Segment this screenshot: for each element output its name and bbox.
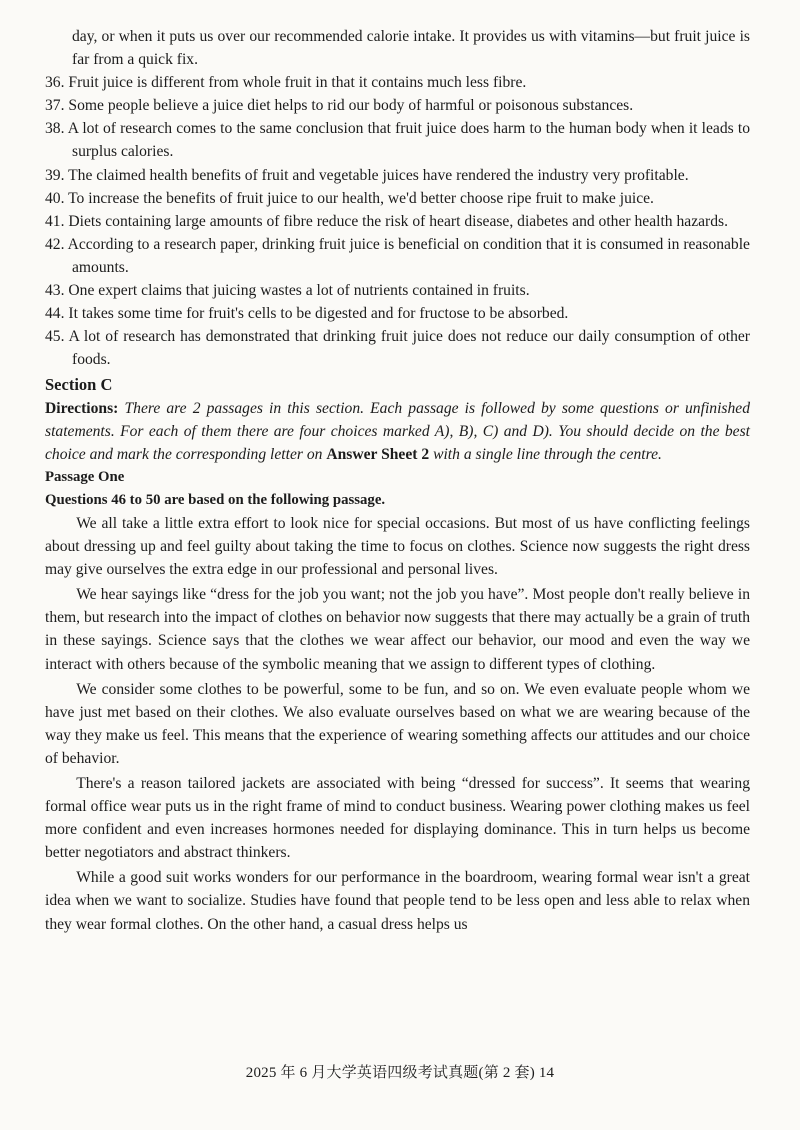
passage-paragraph: We consider some clothes to be powerful, some to be fun, and so on. We even evaluate people whom we have just met based on their clothes. We also evaluate ourselves based on what we are wearing because of the way they make us feel. This means that the experience of wearing something affects our attitudes and our choice of behavior.	[45, 680, 750, 767]
statement-number: 36.	[45, 74, 65, 92]
directions-lead: Directions:	[45, 399, 119, 417]
statement-text: Diets containing large amounts of fibre reduce the risk of heart disease, diabetes and other health hazards.	[68, 212, 729, 230]
passage-label: Passage One	[45, 468, 125, 485]
statement-number: 37.	[45, 97, 65, 115]
statement-item	[45, 164, 750, 187]
passage-paragraph: While a good suit works wonders for our performance in the boardroom, wearing formal wear isn't a great idea when we want to socialize. Studies have found that people tend to be less open and less able to relax when they wear formal clothes. On the other hand, a casual dress helps us	[45, 869, 750, 933]
statement-text: According to a research paper, drinking fruit juice is beneficial on condition that it is consumed in reasonable amounts.	[67, 235, 750, 276]
answer-sheet-reference: Answer Sheet 2	[326, 445, 430, 463]
statement-text: A lot of research comes to the same conclusion that fruit juice does harm to the human body when it leads to surplus calories.	[67, 120, 750, 161]
statement-text: The claimed health benefits of fruit and vegetable juices have rendered the industry very profitable.	[68, 166, 689, 184]
statement-item	[45, 233, 750, 279]
statement-number: 39.	[45, 166, 65, 184]
section-heading: Section C	[45, 375, 113, 395]
directions-text: There are 2 passages in this section. Each passage is followed by some questions or unfinished statements. For each of them there are four choices marked A), B), C) and D). You should decide on the best choice and mark the corresponding letter on	[45, 399, 750, 463]
statement-number: 38.	[45, 120, 65, 138]
statement-item	[45, 302, 750, 325]
statement-text: To increase the benefits of fruit juice to our health, we'd better choose ripe fruit to make juice.	[68, 189, 654, 207]
statement-text: A lot of research has demonstrated that drinking fruit juice does not reduce our daily consumption of other foods.	[68, 328, 750, 369]
statement-number: 41.	[45, 212, 65, 230]
statement-number: 45.	[45, 328, 65, 346]
statement-item	[45, 94, 750, 117]
passage-body	[45, 512, 750, 936]
statement-number: 42.	[45, 235, 65, 253]
statement-item	[45, 71, 750, 94]
page-footer: 2025 年 6 月大学英语四级考试真题(第 2 套) 14	[245, 1065, 555, 1081]
passage-paragraph: We all take a little extra effort to look nice for special occasions. But most of us have conflicting feelings about dressing up and feel guilty about taking the time to focus on clothes. Science now suggests the right dress may give ourselves the extra edge in our professional and personal lives.	[45, 514, 750, 579]
statement-item	[45, 117, 750, 163]
continuation-text: day, or when it puts us over our recommended calorie intake. It provides us with vitamins—but fruit juice is far from a quick fix.	[72, 28, 750, 69]
questions-range-label: Questions 46 to 50 are based on the following passage.	[45, 491, 386, 508]
statement-number: 43.	[45, 282, 65, 300]
statement-text: It takes some time for fruit's cells to be digested and for fructose to be absorbed.	[68, 305, 569, 323]
statement-number: 44.	[45, 305, 65, 323]
passage-paragraph: There's a reason tailored jackets are associated with being “dressed for success”. It seems that wearing formal office wear puts us in the right frame of mind to conduct business. Wearing power clothing makes us feel more confident and even increases hormones needed for displaying dominance. This in turn helps us become better negotiators and abstract thinkers.	[45, 775, 750, 862]
passage-paragraph: We hear sayings like “dress for the job you want; not the job you have”. Most people don't really believe in them, but research into the impact of clothes on behavior now suggests that there may actually be a grain of truth in these sayings. Science says that the clothes we wear affect our behavior, our mood and even the way we interact with others because of the symbolic meaning that we assign to different types of clothing.	[45, 586, 750, 673]
directions-text-end: with a single line through the centre.	[433, 445, 662, 463]
statement-number: 40.	[45, 189, 65, 207]
statement-item	[45, 279, 750, 302]
statement-item	[45, 210, 750, 233]
section-directions	[45, 397, 750, 466]
statement-item	[45, 325, 750, 371]
statement-text: Fruit juice is different from whole fruit in that it contains much less fibre.	[68, 74, 527, 92]
statement-list	[45, 71, 750, 371]
statement-text: Some people believe a juice diet helps to rid our body of harmful or poisonous substances.	[68, 97, 634, 115]
statement-item	[45, 187, 750, 210]
statement-text: One expert claims that juicing wastes a lot of nutrients contained in fruits.	[68, 282, 530, 300]
